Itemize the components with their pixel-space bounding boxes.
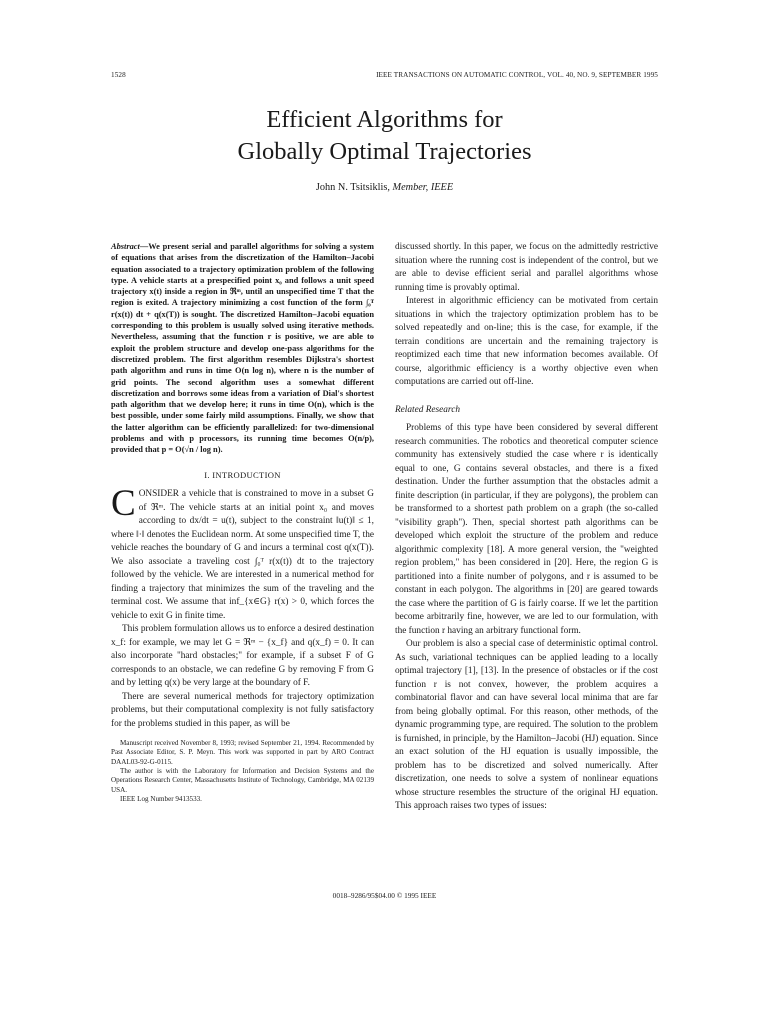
drop-cap: C bbox=[111, 483, 136, 525]
section-heading-introduction: I. INTRODUCTION bbox=[204, 469, 281, 480]
body-paragraph-related-2: Our problem is also a special case of deterministic optimal control. As such, variational techniques can be applied leading to a locally optimal trajectory [1], [13]. In the presence of obstacles or if the cost function r is not convex, however, the problem acquires a combinatorial flavor and can have several local minima that are far from being globally optimal. For this reason, other methods, of the dynamic programming type, are required. The solution to the problem is furnished, in principle, by the Hamilton–Jacobi (HJ) equation. Since an exact solution of the HJ equation is usually impossible, the problem has to be discretized and solved numerically. After discretization, one needs to solve a system of nonlinear equations whose structure resembles the structure of the original HJ equation. This approach raises two types of issues: bbox=[395, 639, 658, 811]
right-column bbox=[395, 241, 658, 814]
abstract bbox=[111, 241, 374, 456]
body-paragraph-efficiency: Interest in algorithmic efficiency can be motivated from certain situations in which the trajectory optimization problem has to be solved repeatedly and on-line; this is the case, for example, if the terrain conditions are uncertain and the remaining trajectory is reoptimized each time that new information becomes available. Of course, algorithmic efficiency is a worthy objective even when computations are carried out off-line. bbox=[395, 296, 658, 387]
body-paragraph-related-1: Problems of this type have been considered by several different research communities. The robotics and theoretical computer science community has extensively studied the case where r is identically equal to one, G contains several obstacles, and there is a fixed destination. Under the further assumption that the obstacles admit a finite description (in particular, if they are polygons), the problem can be transformed to a shortest path problem on a graph (the so-called "visibility graph"). Then, special shortest path algorithms can be developed which exploit the structure of the problem and reduce algorithmic complexity [18]. A more general version, the "weighted region problem," has been considered in [20]. Here, the region G is partitioned into a finite number of polygons, and r is assumed to be constant in each polygon. The algorithms in [20] are geared towards the case where the partition of G is fairly coarse. If we let the partition become arbitrarily fine, however, we are led to our formulation, with the function r having an arbitrary functional form. bbox=[395, 423, 658, 636]
author-affiliation: Member, IEEE bbox=[392, 182, 454, 193]
page-number: 1528 bbox=[111, 71, 126, 79]
intro-paragraph-1 bbox=[111, 483, 374, 623]
intro-paragraph-2: This problem formulation allows us to enforce a desired destination x_f: for example, we may let G = ℜᵐ − {x_f} and q(x_f) = 0. It can also incorporate "hard obstacles;" for example, if a subset F of G corresponds to an obstacle, we can redefine G by removing F from G and by letting q(x) be very large at the boundary of F. bbox=[111, 624, 374, 689]
subsection-heading-related-research: Related Research bbox=[395, 404, 460, 415]
footnotes bbox=[111, 739, 374, 804]
intro-paragraph-3: There are several numerical methods for trajectory optimization problems, but their computational complexity is not fully satisfactory for the problems studied in this paper, as will be bbox=[111, 691, 374, 729]
author-line bbox=[111, 182, 658, 193]
abstract-text: We present serial and parallel algorithms for solving a system of equations that arises from the discretization of the Hamilton–Jacobi equation associated to a trajectory optimization problem of the following type. A vehicle starts at a prespecified point x₀ and follows a unit speed trajectory x(t) inside a region in ℜᵐ, until an unspecified time T that the region is exited. A trajectory minimizing a cost function of the form ∫₀ᵀ r(x(t)) dt + q(x(T)) is sought. The discretized Hamilton–Jacobi equation corresponding to this problem is usually solved using iterative methods. Nevertheless, assuming that the function r is positive, we are able to exploit the problem structure and develop one-pass algorithms for the discretized problem. The first algorithm resembles Dijkstra's shortest path algorithm and runs in time O(n log n), where n is the number of grid points. The second algorithm uses a somewhat different discretization and borrows some ideas from a variation of Dial's shortest path algorithm that we develop here; it runs in time O(n), which is the best possible, under some fairly mild assumptions. Finally, we show that the latter algorithm can be efficiently parallelized: for two-dimensional problems and with p processors, its running time becomes O(n/p), provided that p = O(√n / log n). bbox=[111, 242, 374, 455]
footnote-author: The author is with the Laboratory for Information and Decision Systems and the Operations Research Center, Massachusetts Institute of Technology, Cambridge, MA 02139 USA. bbox=[111, 767, 374, 794]
footnote-manuscript: Manuscript received November 8, 1993; revised September 21, 1994. Recommended by Past Associate Editor, S. P. Meyn. This work was supported in part by ARO Contract DAAL03-92-G-0115. bbox=[111, 739, 374, 766]
title-line-1: Efficient Algorithms for bbox=[266, 106, 503, 133]
paper-title bbox=[111, 104, 658, 168]
title-line-2: Globally Optimal Trajectories bbox=[237, 138, 532, 165]
intro-paragraph-1-text: ONSIDER a vehicle that is constrained to move in a subset G of ℜᵐ. The vehicle starts at an initial point x₀ and moves according to dx/dt = u(t), subject to the constraint ‖u(t)‖ ≤ 1, where ‖·‖ denotes the Euclidean norm. At some unspecified time T, the vehicle reaches the boundary of G and incurs a terminal cost q(x(T)). We also associate a traveling cost ∫₀ᵀ r(x(t)) dt to the trajectory followed by the vehicle. We are interested in a numerical method for finding a trajectory that minimizes the sum of the traveling and the terminal cost. We assume that inf_{x∈G} r(x) > 0, which forces the vehicle to exit G in finite time. bbox=[111, 489, 374, 621]
footnote-log-number: IEEE Log Number 9413533. bbox=[120, 794, 202, 803]
author-name: John N. Tsitsiklis, bbox=[315, 182, 390, 193]
left-column bbox=[111, 241, 374, 804]
body-paragraph-continued: discussed shortly. In this paper, we focus on the admittedly restrictive situation where the running cost is independent of the control, but we are able to devise efficient serial and parallel algorithms whose running time is provably optimal. bbox=[395, 242, 658, 293]
journal-citation: IEEE TRANSACTIONS ON AUTOMATIC CONTROL, VOL. 40, NO. 9, SEPTEMBER 1995 bbox=[376, 71, 658, 79]
copyright-line: 0018–9286/95$04.00 © 1995 IEEE bbox=[332, 891, 437, 900]
abstract-label: Abstract— bbox=[111, 242, 149, 251]
